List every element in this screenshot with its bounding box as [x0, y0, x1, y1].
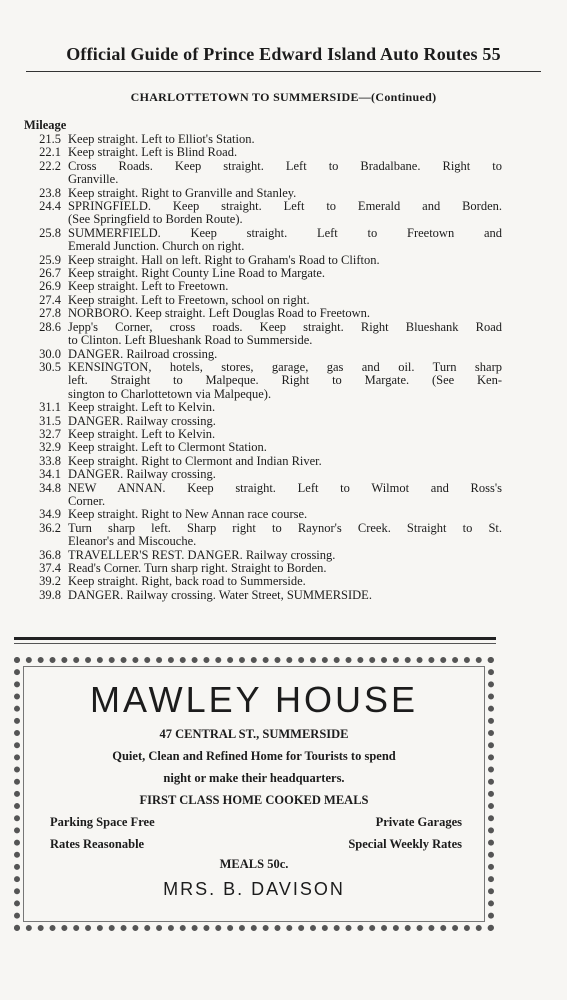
- route-entry: [24, 200, 502, 227]
- route-entry: [24, 227, 502, 254]
- route-directions: [68, 455, 502, 468]
- route-line: Granville.: [68, 172, 119, 187]
- route-entry: [24, 267, 502, 280]
- route-line: SUMMERFIELD. Keep straight. Left to Freetown and: [68, 225, 502, 240]
- route-mileage: 34.8: [39, 480, 61, 495]
- route-directions: [68, 321, 502, 348]
- route-line: Keep straight. Left to Freetown, school on right.: [68, 292, 310, 307]
- route-line: Keep straight. Left to Kelvin.: [68, 426, 216, 441]
- ad-features-row-1: [50, 815, 462, 830]
- route-mileage: 37.4: [39, 561, 61, 575]
- route-entry: [24, 294, 502, 307]
- route-entry: [24, 160, 502, 187]
- ad-proprietor: MRS. B. DAVISON: [163, 879, 345, 899]
- ad-feature-weekly: Special Weekly Rates: [348, 837, 462, 851]
- route-directions: [68, 160, 502, 187]
- route-directions: [68, 482, 502, 509]
- route-line: Keep straight. Left to Kelvin.: [68, 400, 216, 415]
- ad-feature-rates: Rates Reasonable: [50, 837, 145, 851]
- ad-meals-price: MEALS 50c.: [219, 857, 289, 871]
- route-entry: [24, 522, 502, 549]
- route-directions: [68, 348, 502, 361]
- route-directions: [68, 468, 502, 481]
- route-entry: [24, 562, 502, 575]
- route-line: Eleanor's and Miscouche.: [68, 534, 197, 549]
- route-line: Keep straight. Left to Freetown.: [68, 279, 229, 294]
- route-line: Keep straight. Left is Blind Road.: [68, 145, 238, 160]
- route-directions: [68, 361, 502, 401]
- route-mileage: 21.5: [39, 132, 61, 146]
- route-mileage: 34.1: [39, 467, 61, 482]
- route-entry: [24, 146, 502, 159]
- advertisement: [14, 657, 494, 931]
- route-entry: [24, 280, 502, 293]
- route-mileage: 39.8: [39, 587, 61, 602]
- route-directions: [68, 227, 502, 254]
- ad-tagline-2: night or make their headquarters.: [163, 771, 345, 785]
- ad-meals-heading: FIRST CLASS HOME COOKED MEALS: [139, 793, 369, 807]
- route-line: DANGER. Railway crossing.: [68, 467, 216, 482]
- ad-business-name: MAWLEY HOUSE: [89, 679, 419, 720]
- route-mileage: 25.9: [39, 252, 61, 267]
- route-entry: [24, 321, 502, 348]
- route-line: DANGER. Railway crossing. Water Street, SUMMERSIDE.: [68, 587, 372, 602]
- route-entry: [24, 441, 502, 454]
- route-line: Keep straight. Left to Clermont Station.: [68, 440, 267, 455]
- route-line: Keep straight. Right to Clermont and Indian River.: [68, 453, 322, 468]
- route-list: [24, 133, 502, 602]
- route-entry: [24, 549, 502, 562]
- route-line: SPRINGFIELD. Keep straight. Left to Emerald and Borden.: [68, 199, 502, 214]
- route-mileage: 26.9: [39, 279, 61, 294]
- route-line: Jepp's Corner, cross roads. Keep straight. Right Blueshank Road: [68, 319, 502, 334]
- route-mileage: 32.7: [39, 426, 61, 441]
- route-directions: [68, 133, 502, 146]
- route-line: Emerald Junction. Church on right.: [68, 239, 245, 254]
- ad-features-row-2: [50, 837, 462, 852]
- route-entry: [24, 589, 502, 602]
- divider-thin: [14, 643, 496, 644]
- ad-address: 47 CENTRAL ST., SUMMERSIDE: [159, 727, 349, 741]
- route-directions: [68, 508, 502, 521]
- route-directions: [68, 267, 502, 280]
- section-title: CHARLOTTETOWN TO SUMMERSIDE—(Continued): [130, 90, 437, 104]
- route-directions: [68, 562, 502, 575]
- running-head: Official Guide of Prince Edward Island Auto Routes 55: [66, 44, 501, 64]
- route-mileage: 30.5: [39, 359, 61, 374]
- route-directions: [68, 307, 502, 320]
- route-entry: [24, 415, 502, 428]
- route-entry: [24, 468, 502, 481]
- route-entry: [24, 575, 502, 588]
- route-mileage: 31.1: [39, 400, 61, 415]
- route-directions: [68, 294, 502, 307]
- route-entry: [24, 133, 502, 146]
- route-directions: [68, 146, 502, 159]
- route-directions: [68, 187, 502, 200]
- route-mileage: 28.6: [39, 319, 61, 334]
- route-mileage: 24.4: [39, 199, 61, 214]
- route-mileage: 23.8: [39, 185, 61, 200]
- route-line: NORBORO. Keep straight. Left Douglas Road to Freetown.: [68, 306, 371, 321]
- route-entry: [24, 307, 502, 320]
- route-mileage: 32.9: [39, 440, 61, 455]
- route-mileage: 33.8: [39, 453, 61, 468]
- route-line: Keep straight. Right County Line Road to Margate.: [68, 266, 326, 281]
- route-line: DANGER. Railroad crossing.: [68, 346, 218, 361]
- route-mileage: 36.2: [39, 520, 61, 535]
- ad-tagline-1: Quiet, Clean and Refined Home for Tourists to spend: [112, 749, 396, 763]
- route-entry: [24, 455, 502, 468]
- route-mileage: 27.4: [39, 292, 61, 307]
- route-directions: [68, 549, 502, 562]
- route-mileage: 34.9: [39, 507, 61, 522]
- route-directions: [68, 280, 502, 293]
- route-directions: [68, 254, 502, 267]
- route-line: TRAVELLER'S REST. DANGER. Railway crossing.: [68, 547, 336, 562]
- route-line: DANGER. Railway crossing.: [68, 413, 216, 428]
- route-line: Read's Corner. Turn sharp right. Straight to Borden.: [68, 561, 327, 575]
- route-mileage: 39.2: [39, 574, 61, 589]
- route-directions: [68, 401, 502, 414]
- route-line: Cross Roads. Keep straight. Left to Bradalbane. Right to: [68, 158, 502, 173]
- route-directions: [68, 415, 502, 428]
- route-mileage: 36.8: [39, 547, 61, 562]
- route-line: KENSINGTON, hotels, stores, garage, gas and oil. Turn sharp: [68, 359, 502, 374]
- route-mileage: 25.8: [39, 225, 61, 240]
- route-directions: [68, 522, 502, 549]
- route-entry: [24, 482, 502, 509]
- route-entry: [24, 428, 502, 441]
- route-entry: [24, 401, 502, 414]
- route-line: (See Springfield to Borden Route).: [68, 212, 243, 227]
- route-line: left. Straight to Malpeque. Right to Margate. (See Ken-: [68, 373, 502, 388]
- route-mileage: 26.7: [39, 266, 61, 281]
- route-line: Corner.: [68, 493, 106, 508]
- route-line: NEW ANNAN. Keep straight. Left to Wilmot and Ross's: [68, 480, 502, 495]
- route-entry: [24, 361, 502, 401]
- route-entry: [24, 508, 502, 521]
- divider-thick: [14, 637, 496, 640]
- route-line: to Clinton. Left Blueshank Road to Summerside.: [68, 333, 313, 348]
- route-directions: [68, 575, 502, 588]
- route-line: Keep straight. Left to Elliot's Station.: [68, 132, 255, 146]
- route-line: Turn sharp left. Sharp right to Raynor's Creek. Straight to St.: [68, 520, 502, 535]
- route-line: Keep straight. Right, back road to Summerside.: [68, 574, 306, 589]
- route-directions: [68, 589, 502, 602]
- route-line: Keep straight. Right to New Annan race course.: [68, 507, 308, 522]
- route-mileage: 27.8: [39, 306, 61, 321]
- ad-feature-garages: Private Garages: [375, 815, 462, 829]
- route-directions: [68, 441, 502, 454]
- route-directions: [68, 200, 502, 227]
- header-rule: [26, 71, 541, 72]
- route-line: Keep straight. Right to Granville and Stanley.: [68, 185, 297, 200]
- route-entry: [24, 348, 502, 361]
- route-mileage: 22.2: [39, 158, 61, 173]
- route-entry: [24, 254, 502, 267]
- ad-feature-parking: Parking Space Free: [50, 815, 155, 829]
- route-mileage: 30.0: [39, 346, 61, 361]
- route-line: Keep straight. Hall on left. Right to Graham's Road to Clifton.: [68, 252, 380, 267]
- route-mileage: 22.1: [39, 145, 61, 160]
- route-directions: [68, 428, 502, 441]
- mileage-label: Mileage: [24, 118, 67, 132]
- route-mileage: 31.5: [39, 413, 61, 428]
- route-entry: [24, 187, 502, 200]
- route-line: sington to Charlottetown via Malpeque).: [68, 386, 272, 401]
